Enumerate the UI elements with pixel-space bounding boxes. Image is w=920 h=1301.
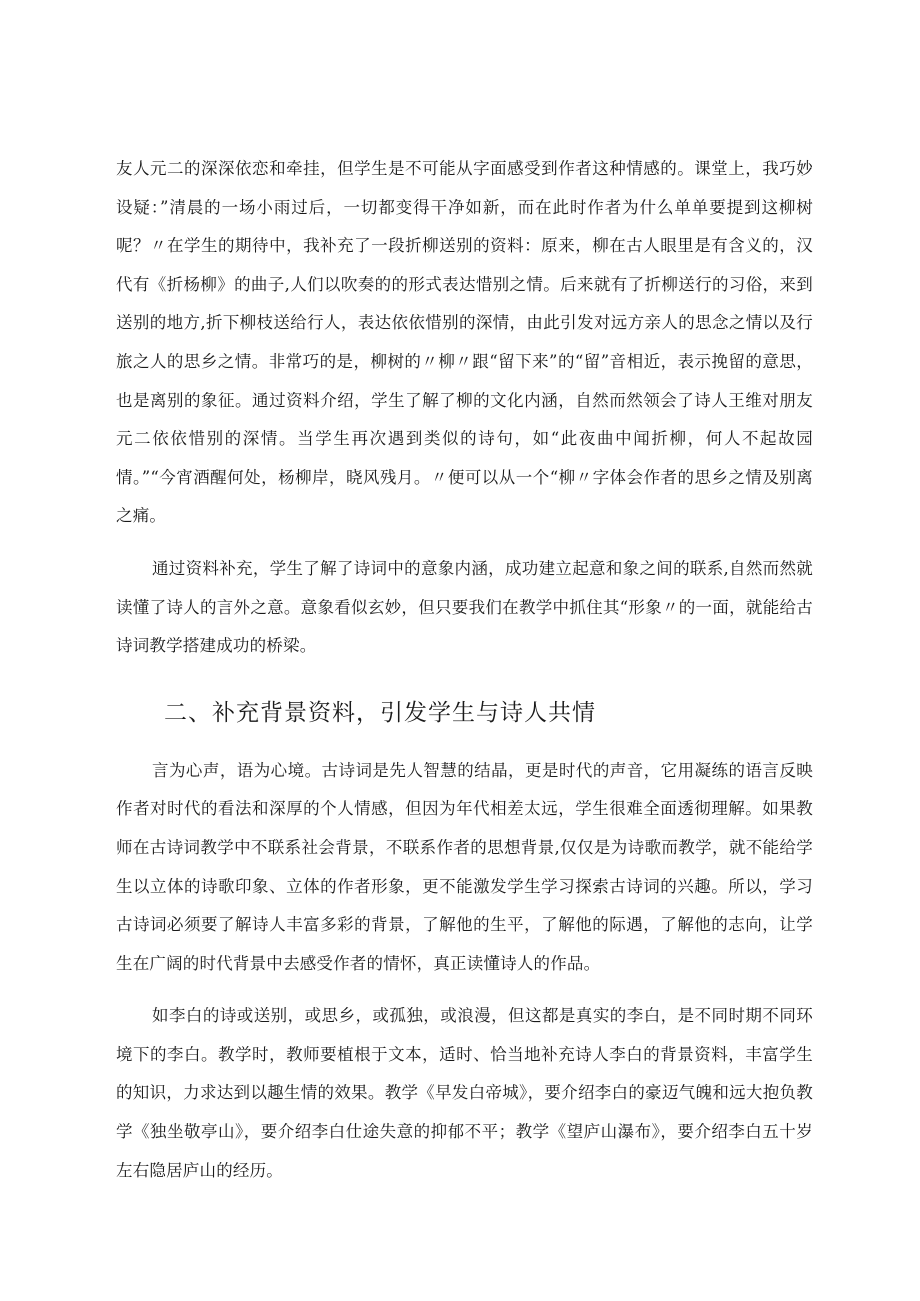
paragraph-libai-example: 如李白的诗或送别，或思乡，或孤独，或浪漫，但这都是真实的李白，是不同时期不同环境下的李白。教学时，教师要植根于文本，适时、恰当地补充诗人李白的背景资料，丰富学生的知识，力求达到以趣生情的效果。教学《早发白帝城》，要介绍李白的豪迈气魄和远大抱负教学《独坐敬亭山》，要介绍李白仕途失意的抑郁不平；教学《望庐山瀑布》，要介绍李白五十岁左右隐居庐山的经历。 (116, 1006, 813, 1180)
paragraph-imagery-summary: 通过资料补充，学生了解了诗词中的意象内涵，成功建立起意和象之间的联系,自然而然就读懂了诗人的言外之意。意象看似玄妙，但只要我们在教学中抓住其“形象〃的一面，就能给古诗词教学搭建成功的桥梁。 (116, 558, 813, 656)
paragraph-willow-continued: 友人元二的深深依恋和牵挂，但学生是不可能从字面感受到作者这种情感的。课堂上，我巧妙设疑：”清晨的一场小雨过后，一切都变得干净如新，而在此时作者为什么单单要提到这柳树呢？〃在学生的期待中，我补充了一段折柳送别的资料：原来，柳在古人眼里是有含义的，汉代有《折杨柳》的曲子,人们以吹奏的的形式表达惜别之情。后来就有了折柳送行的习俗，来到送别的地方,折下柳枝送给行人，表达依依惜别的深情，由此引发对远方亲人的思念之情以及行旅之人的思乡之情。非常巧的是，柳树的〃柳〃跟“留下来”的“留”音相近，表示挽留的意思，也是离别的象征。通过资料介绍，学生了解了柳的文化内涵，自然而然领会了诗人王维对朋友元二依依惜别的深情。当学生再次遇到类似的诗句，如“此夜曲中闻折柳，何人不起故园情。”“今宵酒醒何处，杨柳岸，晓风残月。〃便可以从一个“柳〃字体会作者的思乡之情及别离之痛。 (116, 159, 813, 526)
paragraph-background-intro: 言为心声，语为心境。古诗词是先人智慧的结晶，更是时代的声音，它用凝练的语言反映作者对时代的看法和深厚的个人情感，但因为年代相差太远，学生很难全面透彻理解。如果教师在古诗词教学中不联系社会背景，不联系作者的思想背景,仅仅是为诗歌而教学，就不能给学生以立体的诗歌印象、立体的作者形象，更不能激发学生学习探索古诗词的兴趣。所以，学习古诗词必须要了解诗人丰富多彩的背景，了解他的生平，了解他的际遇，了解他的志向，让学生在广阔的时代背景中去感受作者的情怀，真正读懂诗人的作品。 (116, 760, 813, 973)
document-body (116, 150, 813, 1190)
section-heading-background: 二、补充背景资料，引发学生与诗人共情 (164, 699, 596, 726)
